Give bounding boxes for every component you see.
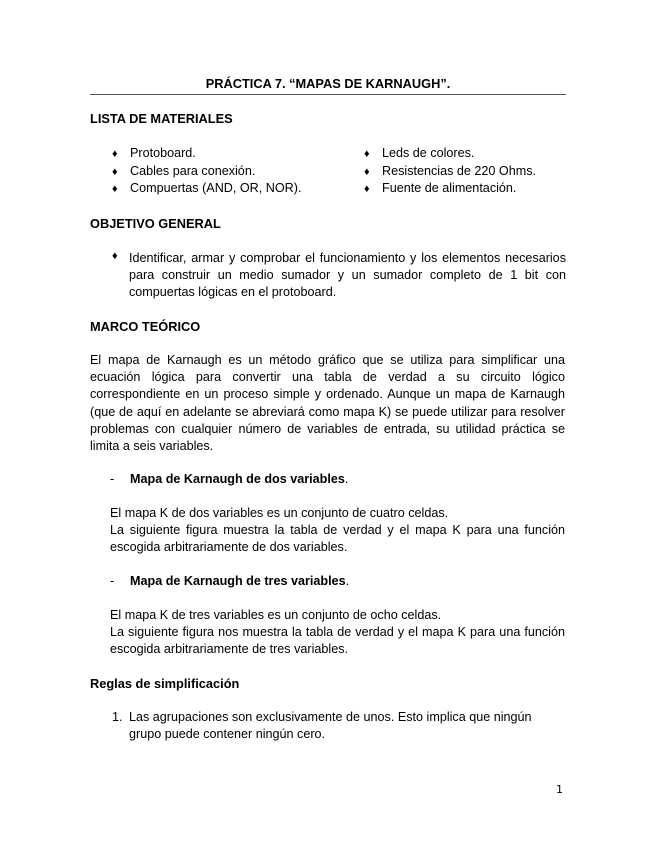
dash-bullet: - <box>110 574 115 588</box>
rules-heading: Reglas de simplificación <box>90 676 240 691</box>
section-body-two-variables: El mapa K de dos variables es un conjunto de cuatro celdas. La siguiente figura muestra la tabla de verdad y el mapa K para una función escogida arbitrariamente de dos variables. <box>110 506 565 555</box>
diamond-bullet-icon: ♦ <box>364 183 370 195</box>
objective-heading: OBJETIVO GENERAL <box>90 216 221 231</box>
objective-item <box>112 250 566 301</box>
theory-intro: El mapa de Karnaugh es un método gráfico que se utiliza para simplificar una ecuación lógica para convertir una tabla de verdad a su circuito lógico correspondiente en un proceso simple y ordenado. Aunque un mapa de Karnaugh (que de aquí en adelante se abreviará como mapa K) se puede utilizar para resolver problemas con cualquier número de variables de entrada, su utilidad práctica se limita a seis variables. <box>90 353 565 454</box>
materials-right-column <box>364 146 536 199</box>
section-heading-three-variables: - Mapa de Karnaugh de tres variables. <box>110 574 350 588</box>
diamond-bullet-icon: ♦ <box>112 183 118 195</box>
list-item: ♦ Resistencias de 220 Ohms. <box>364 163 536 178</box>
diamond-bullet-icon: ♦ <box>112 165 118 178</box>
list-item: ♦ Fuente de alimentación. <box>364 181 517 195</box>
diamond-bullet-icon: ♦ <box>112 250 118 262</box>
rule-item <box>112 709 566 743</box>
materials-left-column <box>112 146 301 199</box>
list-item: ♦ Cables para conexión. <box>112 163 256 178</box>
dash-bullet: - <box>110 472 115 486</box>
diamond-bullet-icon: ♦ <box>364 165 370 178</box>
rule-number: 1. <box>112 710 123 724</box>
section-body-three-variables: El mapa K de tres variables es un conjunto de ocho celdas. La siguiente figura nos muestra la tabla de verdad y el mapa K para una función escogida arbitrariamente de tres variables. <box>110 608 565 657</box>
page-title: PRÁCTICA 7. “MAPAS DE KARNAUGH”. <box>90 76 566 95</box>
list-item: ♦ Protoboard. <box>112 146 196 160</box>
materials-heading: LISTA DE MATERIALES <box>90 111 233 126</box>
materials-list <box>112 146 566 200</box>
theory-heading: MARCO TEÓRICO <box>90 319 201 334</box>
objective-text: Identificar, armar y comprobar el funcionamiento y los elementos necesarios para construir un medio sumador y un sumador completo de 1 bit con compuertas lógicas en el protoboard. <box>129 251 566 299</box>
page-number: 1 <box>556 783 563 796</box>
diamond-bullet-icon: ♦ <box>112 148 118 160</box>
diamond-bullet-icon: ♦ <box>364 148 370 160</box>
section-heading-two-variables: - Mapa de Karnaugh de dos variables. <box>110 472 349 486</box>
list-item: ♦ Compuertas (AND, OR, NOR). <box>112 181 302 195</box>
rule-text: Las agrupaciones son exclusivamente de unos. Esto implica que ningún grupo puede contener ningún cero. <box>129 710 532 742</box>
list-item: ♦ Leds de colores. <box>364 146 475 160</box>
